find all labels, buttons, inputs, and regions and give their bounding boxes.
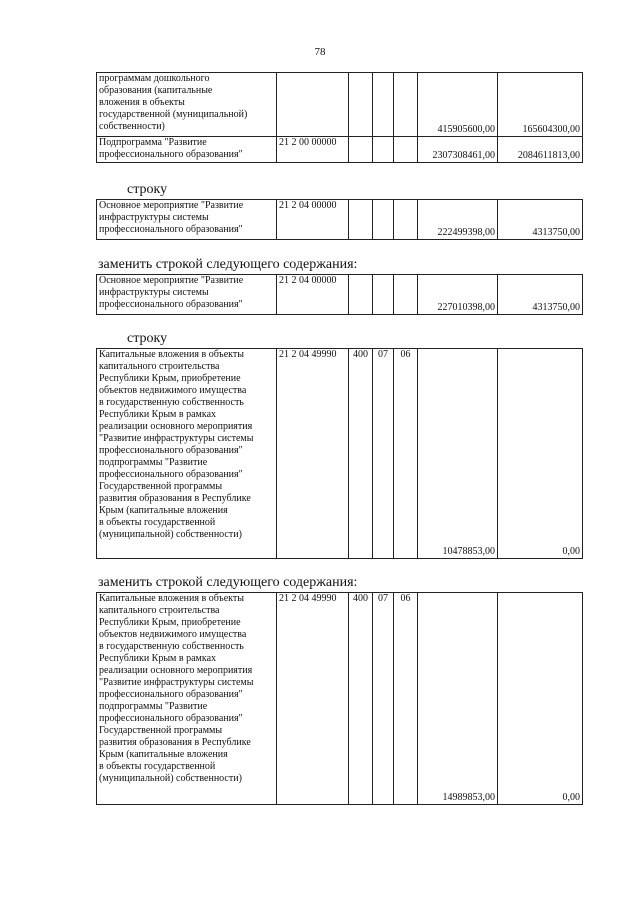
- row-c3: 06: [394, 593, 418, 805]
- row-c3: [394, 275, 418, 315]
- row-c3: [394, 200, 418, 240]
- row-code: 21 2 04 49990: [277, 593, 349, 805]
- row-value-2: 0,00: [498, 349, 583, 559]
- table-row: [97, 593, 583, 805]
- row-code: 21 2 04 49990: [277, 349, 349, 559]
- row-c2: [373, 73, 394, 137]
- budget-table-line: [96, 348, 583, 559]
- page-number: 78: [314, 46, 326, 58]
- row-c3: [394, 73, 418, 137]
- table-row: [97, 200, 583, 240]
- row-c1: [349, 275, 373, 315]
- row-value-2: 4313750,00: [498, 275, 583, 315]
- row-c2: [373, 275, 394, 315]
- row-value-1: 222499398,00: [418, 200, 498, 240]
- row-c3: [394, 137, 418, 163]
- row-name: Основное мероприятие "Развитие инфраструктуры системы профессионального образования": [97, 275, 277, 315]
- row-value-2: 0,00: [498, 593, 583, 805]
- section-heading-replace: заменить строкой следующего содержания:: [98, 257, 358, 272]
- row-value-1: 14989853,00: [418, 593, 498, 805]
- table-row: [97, 137, 583, 163]
- section-heading-replace: заменить строкой следующего содержания:: [98, 575, 358, 590]
- row-c2: 07: [373, 349, 394, 559]
- row-code: 21 2 04 00000: [277, 200, 349, 240]
- row-value-1: 2307308461,00: [418, 137, 498, 163]
- row-c1: [349, 137, 373, 163]
- row-c2: 07: [373, 593, 394, 805]
- section-heading-line: строку: [127, 331, 168, 346]
- row-value-2: 4313750,00: [498, 200, 583, 240]
- budget-table-continuation: [96, 72, 583, 163]
- section-heading-line: строку: [127, 182, 168, 197]
- table-row: [97, 73, 583, 137]
- row-value-1: 10478853,00: [418, 349, 498, 559]
- row-c1: [349, 200, 373, 240]
- row-name: Капитальные вложения в объекты капитального строительства Республики Крым, приобретение объектов недвижимого имущества в государственную собственность Республики Крым в рамках реализации основного мероприятия "Развитие инфраструктуры системы профессионального образования" подпрограммы "Развитие профессионального образования" Государственной программы развития образования в Республике Крым (капитальные вложения в объекты государственной (муниципальной) собственности): [97, 593, 277, 805]
- row-c3: 06: [394, 349, 418, 559]
- row-name: программам дошкольного образования (капитальные вложения в объекты государственной (муниципальной) собственности): [97, 73, 277, 137]
- budget-table-line: [96, 199, 583, 240]
- row-code: 21 2 04 00000: [277, 275, 349, 315]
- row-c1: 400: [349, 349, 373, 559]
- row-code: 21 2 00 00000: [277, 137, 349, 163]
- row-value-1: 415905600,00: [418, 73, 498, 137]
- row-name: Основное мероприятие "Развитие инфраструктуры системы профессионального образования": [97, 200, 277, 240]
- row-name: Подпрограмма "Развитие профессионального образования": [97, 137, 277, 163]
- row-c1: 400: [349, 593, 373, 805]
- row-value-2: 2084611813,00: [498, 137, 583, 163]
- row-c1: [349, 73, 373, 137]
- table-row: [97, 275, 583, 315]
- row-value-2: 165604300,00: [498, 73, 583, 137]
- budget-table-replacement: [96, 592, 583, 805]
- row-value-1: 227010398,00: [418, 275, 498, 315]
- row-c2: [373, 200, 394, 240]
- row-name: Капитальные вложения в объекты капитального строительства Республики Крым, приобретение объектов недвижимого имущества в государственную собственность Республики Крым в рамках реализации основного мероприятия "Развитие инфраструктуры системы профессионального образования" подпрограммы "Развитие профессионального образования" Государственной программы развития образования в Республике Крым (капитальные вложения в объекты государственной (муниципальной) собственности): [97, 349, 277, 559]
- budget-table-replacement: [96, 274, 583, 315]
- row-c2: [373, 137, 394, 163]
- table-row: [97, 349, 583, 559]
- row-code: [277, 73, 349, 137]
